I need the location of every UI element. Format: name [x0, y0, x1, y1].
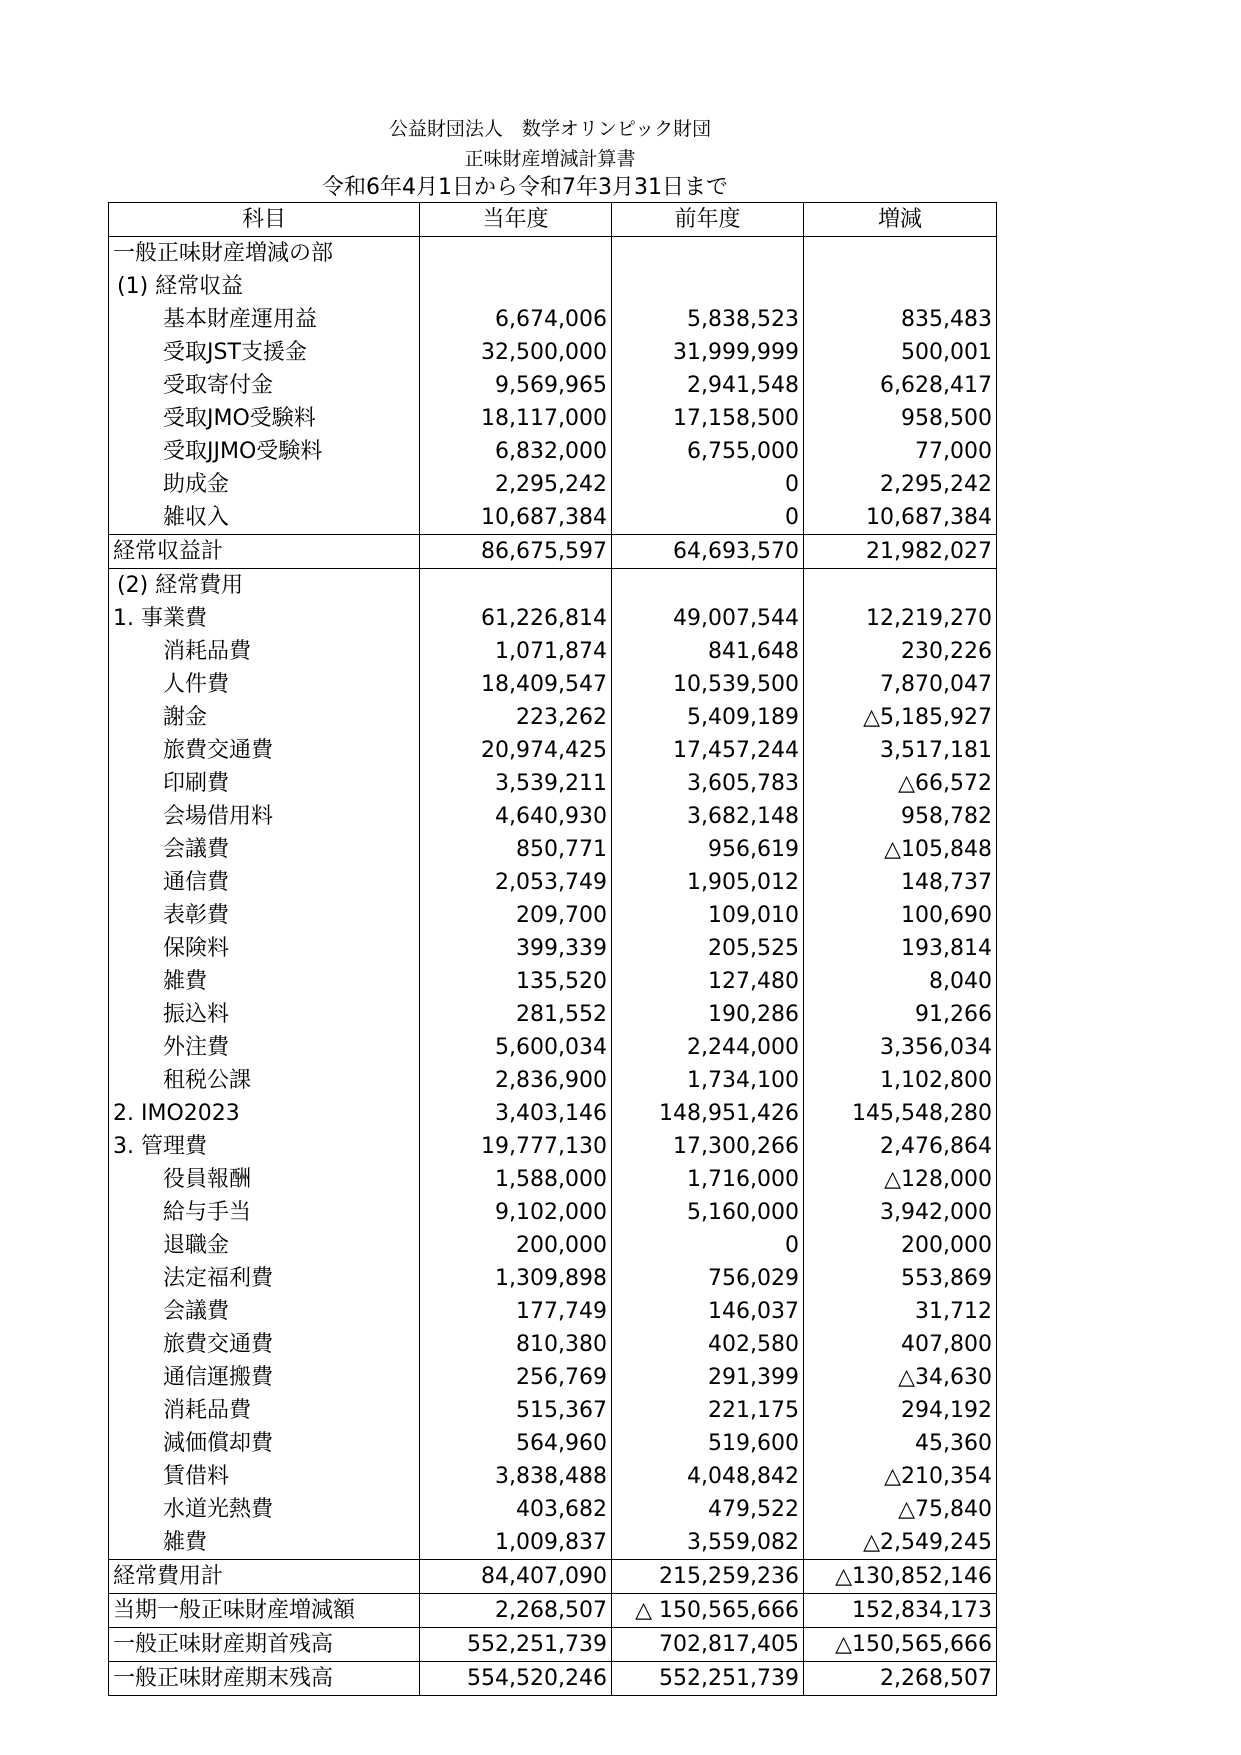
- previous-year-cell: 49,007,544: [612, 602, 804, 635]
- change-cell: 31,712: [804, 1295, 997, 1328]
- table-row: [109, 602, 997, 635]
- column-header-previous-year: 前年度: [612, 203, 804, 237]
- change-cell: 835,483: [804, 303, 997, 336]
- previous-year-cell: 17,457,244: [612, 734, 804, 767]
- current-year-cell: 1,009,837: [420, 1526, 612, 1560]
- change-cell: 8,040: [804, 965, 997, 998]
- change-cell: 152,834,173: [804, 1594, 997, 1628]
- table-row: [109, 303, 997, 336]
- table-row: [109, 435, 997, 468]
- previous-year-cell: 64,693,570: [612, 535, 804, 569]
- current-year-cell: 554,520,246: [420, 1662, 612, 1696]
- current-year-cell: 6,674,006: [420, 303, 612, 336]
- table-row: [109, 270, 997, 303]
- account-label-cell: 一般正味財産期首残高: [109, 1628, 420, 1662]
- previous-year-cell: 215,259,236: [612, 1560, 804, 1594]
- change-cell: 553,869: [804, 1262, 997, 1295]
- previous-year-cell: 956,619: [612, 833, 804, 866]
- current-year-cell: 177,749: [420, 1295, 612, 1328]
- previous-year-cell: 291,399: [612, 1361, 804, 1394]
- organization-name: 公益財団法人 数学オリンピック財団: [388, 118, 712, 140]
- current-year-cell: [420, 569, 612, 603]
- current-year-cell: 32,500,000: [420, 336, 612, 369]
- column-header-current-year: 当年度: [420, 203, 612, 237]
- current-year-cell: 2,295,242: [420, 468, 612, 501]
- previous-year-cell: 3,559,082: [612, 1526, 804, 1560]
- change-cell: 407,800: [804, 1328, 997, 1361]
- previous-year-cell: 2,941,548: [612, 369, 804, 402]
- previous-year-cell: 2,244,000: [612, 1031, 804, 1064]
- table-row: [109, 800, 997, 833]
- account-label-cell: 通信費: [109, 866, 420, 899]
- table-row: [109, 535, 997, 569]
- current-year-cell: 18,117,000: [420, 402, 612, 435]
- current-year-cell: 564,960: [420, 1427, 612, 1460]
- table-row: [109, 1064, 997, 1097]
- table-row: [109, 701, 997, 734]
- current-year-cell: 10,687,384: [420, 501, 612, 535]
- table-row: [109, 734, 997, 767]
- previous-year-cell: 0: [612, 501, 804, 535]
- account-label-cell: 1. 事業費: [109, 602, 420, 635]
- current-year-cell: 2,268,507: [420, 1594, 612, 1628]
- change-cell: 2,295,242: [804, 468, 997, 501]
- change-cell: 3,517,181: [804, 734, 997, 767]
- current-year-cell: 281,552: [420, 998, 612, 1031]
- change-cell: 148,737: [804, 866, 997, 899]
- change-cell: △128,000: [804, 1163, 997, 1196]
- column-header-change: 増減: [804, 203, 997, 237]
- account-label-cell: 経常収益計: [109, 535, 420, 569]
- account-label-cell: 受取寄付金: [109, 369, 420, 402]
- change-cell: 6,628,417: [804, 369, 997, 402]
- current-year-cell: 61,226,814: [420, 602, 612, 635]
- previous-year-cell: [612, 237, 804, 271]
- table-row: [109, 1196, 997, 1229]
- table-row: [109, 1493, 997, 1526]
- account-label-cell: 給与手当: [109, 1196, 420, 1229]
- table-row: [109, 1628, 997, 1662]
- account-label-cell: 旅費交通費: [109, 1328, 420, 1361]
- previous-year-cell: 0: [612, 468, 804, 501]
- change-cell: 500,001: [804, 336, 997, 369]
- account-label-cell: 基本財産運用益: [109, 303, 420, 336]
- account-label-cell: 外注費: [109, 1031, 420, 1064]
- table-row: [109, 635, 997, 668]
- previous-year-cell: 702,817,405: [612, 1628, 804, 1662]
- change-cell: 294,192: [804, 1394, 997, 1427]
- account-label-cell: 雑費: [109, 965, 420, 998]
- current-year-cell: [420, 270, 612, 303]
- table-row: [109, 1560, 997, 1594]
- previous-year-cell: [612, 270, 804, 303]
- previous-year-cell: 3,605,783: [612, 767, 804, 800]
- change-cell: △34,630: [804, 1361, 997, 1394]
- change-cell: 91,266: [804, 998, 997, 1031]
- current-year-cell: 3,539,211: [420, 767, 612, 800]
- document-title: 正味財産増減計算書: [464, 148, 636, 170]
- table-row: [109, 1460, 997, 1493]
- previous-year-cell: 552,251,739: [612, 1662, 804, 1696]
- account-label-cell: 役員報酬: [109, 1163, 420, 1196]
- previous-year-cell: 205,525: [612, 932, 804, 965]
- previous-year-cell: 5,409,189: [612, 701, 804, 734]
- account-label-cell: 印刷費: [109, 767, 420, 800]
- previous-year-cell: 6,755,000: [612, 435, 804, 468]
- current-year-cell: 2,053,749: [420, 866, 612, 899]
- change-cell: 145,548,280: [804, 1097, 997, 1130]
- change-cell: 958,500: [804, 402, 997, 435]
- account-label-cell: 会場借用料: [109, 800, 420, 833]
- current-year-cell: 3,403,146: [420, 1097, 612, 1130]
- previous-year-cell: 402,580: [612, 1328, 804, 1361]
- change-cell: △130,852,146: [804, 1560, 997, 1594]
- current-year-cell: 209,700: [420, 899, 612, 932]
- current-year-cell: 223,262: [420, 701, 612, 734]
- current-year-cell: 256,769: [420, 1361, 612, 1394]
- change-cell: 12,219,270: [804, 602, 997, 635]
- previous-year-cell: 17,158,500: [612, 402, 804, 435]
- change-cell: △150,565,666: [804, 1628, 997, 1662]
- previous-year-cell: 221,175: [612, 1394, 804, 1427]
- change-cell: 10,687,384: [804, 501, 997, 535]
- change-cell: 45,360: [804, 1427, 997, 1460]
- current-year-cell: 552,251,739: [420, 1628, 612, 1662]
- table-row: [109, 1163, 997, 1196]
- account-label-cell: 保険料: [109, 932, 420, 965]
- current-year-cell: 5,600,034: [420, 1031, 612, 1064]
- previous-year-cell: 519,600: [612, 1427, 804, 1460]
- column-header-account: 科目: [109, 203, 420, 237]
- previous-year-cell: 5,838,523: [612, 303, 804, 336]
- current-year-cell: 403,682: [420, 1493, 612, 1526]
- current-year-cell: [420, 237, 612, 271]
- table-row: [109, 1031, 997, 1064]
- table-row: [109, 336, 997, 369]
- previous-year-cell: 841,648: [612, 635, 804, 668]
- current-year-cell: 19,777,130: [420, 1130, 612, 1163]
- account-label-cell: 3. 管理費: [109, 1130, 420, 1163]
- account-label-cell: 一般正味財産期末残高: [109, 1662, 420, 1696]
- previous-year-cell: 1,716,000: [612, 1163, 804, 1196]
- change-cell: 7,870,047: [804, 668, 997, 701]
- table-row: [109, 965, 997, 998]
- current-year-cell: 2,836,900: [420, 1064, 612, 1097]
- table-row: [109, 1328, 997, 1361]
- change-cell: △75,840: [804, 1493, 997, 1526]
- change-cell: △5,185,927: [804, 701, 997, 734]
- previous-year-cell: 479,522: [612, 1493, 804, 1526]
- table-header-row: [109, 203, 997, 237]
- account-label-cell: 受取JJMO受験料: [109, 435, 420, 468]
- current-year-cell: 3,838,488: [420, 1460, 612, 1493]
- previous-year-cell: 3,682,148: [612, 800, 804, 833]
- table-row: [109, 1594, 997, 1628]
- change-cell: 1,102,800: [804, 1064, 997, 1097]
- table-row: [109, 1229, 997, 1262]
- change-cell: 193,814: [804, 932, 997, 965]
- table-row: [109, 501, 997, 535]
- change-cell: 230,226: [804, 635, 997, 668]
- account-label-cell: 旅費交通費: [109, 734, 420, 767]
- table-row: [109, 1427, 997, 1460]
- account-label-cell: 消耗品費: [109, 1394, 420, 1427]
- current-year-cell: 399,339: [420, 932, 612, 965]
- account-label-cell: 法定福利費: [109, 1262, 420, 1295]
- change-cell: 100,690: [804, 899, 997, 932]
- account-label-cell: 賃借料: [109, 1460, 420, 1493]
- statement-table: [108, 202, 997, 1696]
- previous-year-cell: △ 150,565,666: [612, 1594, 804, 1628]
- table-row: [109, 1097, 997, 1130]
- table-row: [109, 369, 997, 402]
- account-label-cell: 雑費: [109, 1526, 420, 1560]
- previous-year-cell: 1,905,012: [612, 866, 804, 899]
- change-cell: 2,476,864: [804, 1130, 997, 1163]
- account-label-cell: (1) 経常収益: [109, 270, 420, 303]
- account-label-cell: 受取JST支援金: [109, 336, 420, 369]
- current-year-cell: 200,000: [420, 1229, 612, 1262]
- account-label-cell: 消耗品費: [109, 635, 420, 668]
- current-year-cell: 18,409,547: [420, 668, 612, 701]
- previous-year-cell: 148,951,426: [612, 1097, 804, 1130]
- account-label-cell: 減価償却費: [109, 1427, 420, 1460]
- change-cell: [804, 569, 997, 603]
- current-year-cell: 1,071,874: [420, 635, 612, 668]
- current-year-cell: 810,380: [420, 1328, 612, 1361]
- change-cell: 3,356,034: [804, 1031, 997, 1064]
- fiscal-period: 令和6年4月1日から令和7年3月31日まで: [322, 175, 728, 200]
- statement-rows: [109, 237, 997, 1696]
- previous-year-cell: 31,999,999: [612, 336, 804, 369]
- previous-year-cell: 10,539,500: [612, 668, 804, 701]
- previous-year-cell: 756,029: [612, 1262, 804, 1295]
- current-year-cell: 1,309,898: [420, 1262, 612, 1295]
- account-label-cell: 退職金: [109, 1229, 420, 1262]
- change-cell: 3,942,000: [804, 1196, 997, 1229]
- previous-year-cell: 1,734,100: [612, 1064, 804, 1097]
- table-row: [109, 1361, 997, 1394]
- table-row: [109, 833, 997, 866]
- account-label-cell: 振込料: [109, 998, 420, 1031]
- change-cell: [804, 237, 997, 271]
- account-label-cell: 受取JMO受験料: [109, 402, 420, 435]
- account-label-cell: 表彰費: [109, 899, 420, 932]
- table-row: [109, 1262, 997, 1295]
- change-cell: 77,000: [804, 435, 997, 468]
- account-label-cell: 会議費: [109, 1295, 420, 1328]
- change-cell: 21,982,027: [804, 535, 997, 569]
- current-year-cell: 9,102,000: [420, 1196, 612, 1229]
- current-year-cell: 4,640,930: [420, 800, 612, 833]
- account-label-cell: 当期一般正味財産増減額: [109, 1594, 420, 1628]
- account-label-cell: 助成金: [109, 468, 420, 501]
- current-year-cell: 515,367: [420, 1394, 612, 1427]
- account-label-cell: 謝金: [109, 701, 420, 734]
- table-row: [109, 1394, 997, 1427]
- previous-year-cell: 0: [612, 1229, 804, 1262]
- account-label-cell: 雑収入: [109, 501, 420, 535]
- change-cell: 200,000: [804, 1229, 997, 1262]
- account-label-cell: 一般正味財産増減の部: [109, 237, 420, 271]
- table-row: [109, 866, 997, 899]
- current-year-cell: 6,832,000: [420, 435, 612, 468]
- change-cell: 958,782: [804, 800, 997, 833]
- previous-year-cell: 4,048,842: [612, 1460, 804, 1493]
- current-year-cell: 850,771: [420, 833, 612, 866]
- account-label-cell: (2) 経常費用: [109, 569, 420, 603]
- table-row: [109, 1662, 997, 1696]
- current-year-cell: 1,588,000: [420, 1163, 612, 1196]
- account-label-cell: 経常費用計: [109, 1560, 420, 1594]
- previous-year-cell: 127,480: [612, 965, 804, 998]
- table-row: [109, 569, 997, 603]
- table-row: [109, 468, 997, 501]
- table-row: [109, 1295, 997, 1328]
- table-row: [109, 1526, 997, 1560]
- current-year-cell: 135,520: [420, 965, 612, 998]
- table-row: [109, 237, 997, 271]
- current-year-cell: 9,569,965: [420, 369, 612, 402]
- table-row: [109, 668, 997, 701]
- table-row: [109, 998, 997, 1031]
- previous-year-cell: 190,286: [612, 998, 804, 1031]
- current-year-cell: 86,675,597: [420, 535, 612, 569]
- previous-year-cell: [612, 569, 804, 603]
- previous-year-cell: 146,037: [612, 1295, 804, 1328]
- change-cell: △105,848: [804, 833, 997, 866]
- change-cell: △66,572: [804, 767, 997, 800]
- previous-year-cell: 109,010: [612, 899, 804, 932]
- change-cell: △210,354: [804, 1460, 997, 1493]
- change-cell: △2,549,245: [804, 1526, 997, 1560]
- account-label-cell: 水道光熱費: [109, 1493, 420, 1526]
- previous-year-cell: 17,300,266: [612, 1130, 804, 1163]
- account-label-cell: 会議費: [109, 833, 420, 866]
- account-label-cell: 2. IMO2023: [109, 1097, 420, 1130]
- account-label-cell: 通信運搬費: [109, 1361, 420, 1394]
- change-cell: 2,268,507: [804, 1662, 997, 1696]
- table-row: [109, 402, 997, 435]
- change-cell: [804, 270, 997, 303]
- current-year-cell: 20,974,425: [420, 734, 612, 767]
- table-row: [109, 767, 997, 800]
- current-year-cell: 84,407,090: [420, 1560, 612, 1594]
- account-label-cell: 人件費: [109, 668, 420, 701]
- table-row: [109, 899, 997, 932]
- account-label-cell: 租税公課: [109, 1064, 420, 1097]
- previous-year-cell: 5,160,000: [612, 1196, 804, 1229]
- table-row: [109, 932, 997, 965]
- table-row: [109, 1130, 997, 1163]
